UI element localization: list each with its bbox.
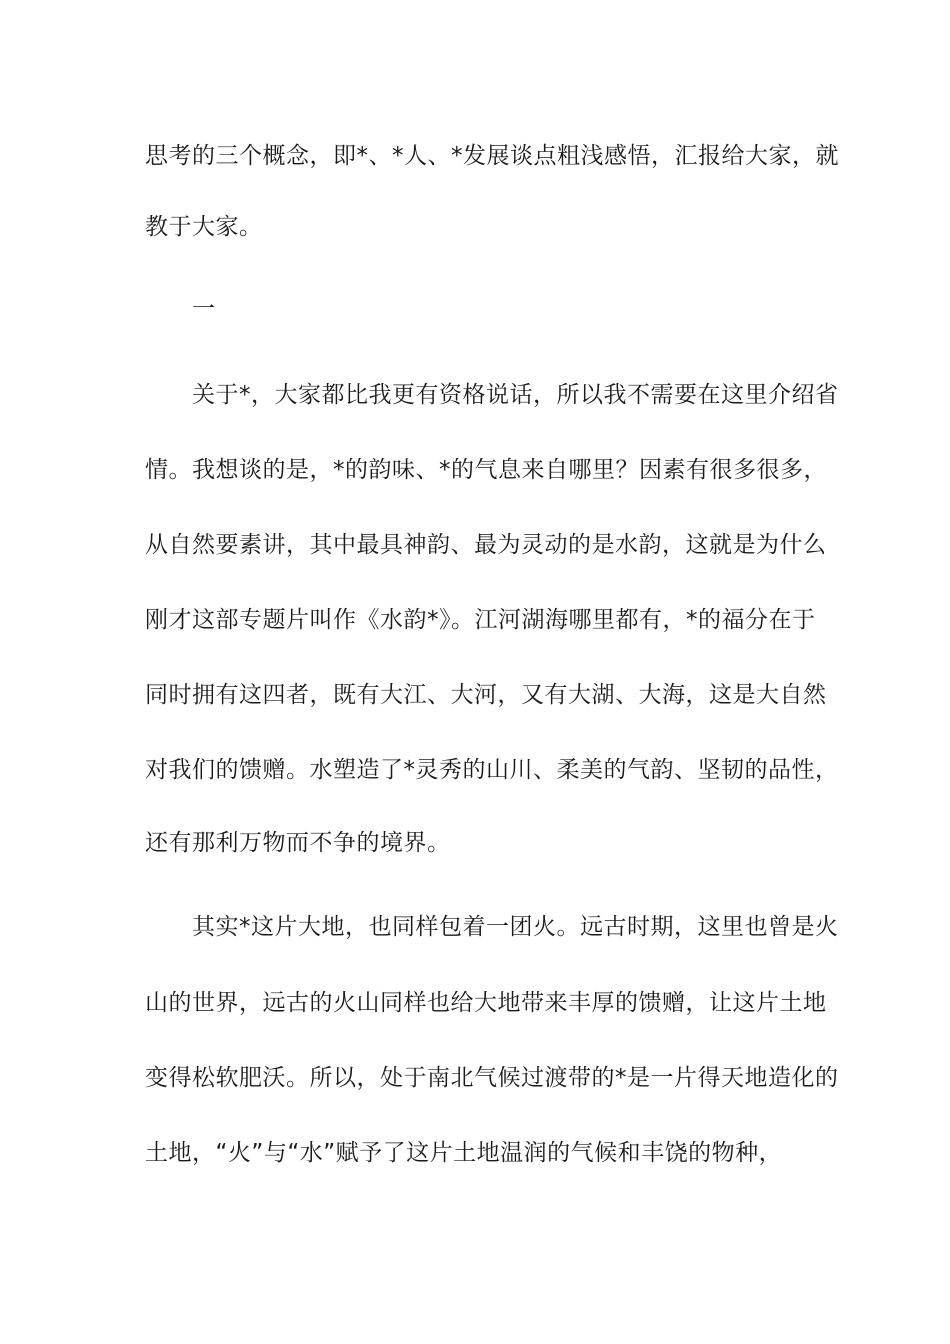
- text-line: 其实*这片大地，也同样包着一团火。远古时期，这里也曾是火: [192, 914, 839, 940]
- text-line: 同时拥有这四者，既有大江、大河，又有大湖、大海，这是大自然: [145, 682, 827, 708]
- text-line: 变得松软肥沃。所以，处于南北气候过渡带的*是一片得天地造化的: [145, 1065, 839, 1091]
- text-line: 还有那利万物而不争的境界。: [145, 830, 451, 856]
- text-line: 情。我想谈的是，*的韵味、*的气息来自哪里？因素有很多很多，: [145, 457, 827, 483]
- text-line: 山的世界，远古的火山同样也给大地带来丰厚的馈赠，让这片土地: [145, 990, 827, 1016]
- section-heading: 一: [192, 296, 216, 322]
- text-line: 思考的三个概念，即*、*人、*发展谈点粗浅感悟，汇报给大家，就: [145, 143, 839, 169]
- text-line: 刚才这部专题片叫作《水韵*》。江河湖海哪里都有，*的福分在于: [145, 607, 816, 633]
- text-line: 教于大家。: [145, 214, 263, 240]
- text-line: 关于*，大家都比我更有资格说话，所以我不需要在这里介绍省: [192, 382, 839, 408]
- text-line: 对我们的馈赠。水塑造了*灵秀的山川、柔美的气韵、坚韧的品性，: [145, 757, 839, 783]
- text-line: 土地，“火”与“水”赋予了这片土地温润的气候和丰饶的物种，: [145, 1140, 783, 1166]
- text-line: 从自然要素讲，其中最具神韵、最为灵动的是水韵，这就是为什么: [145, 532, 827, 558]
